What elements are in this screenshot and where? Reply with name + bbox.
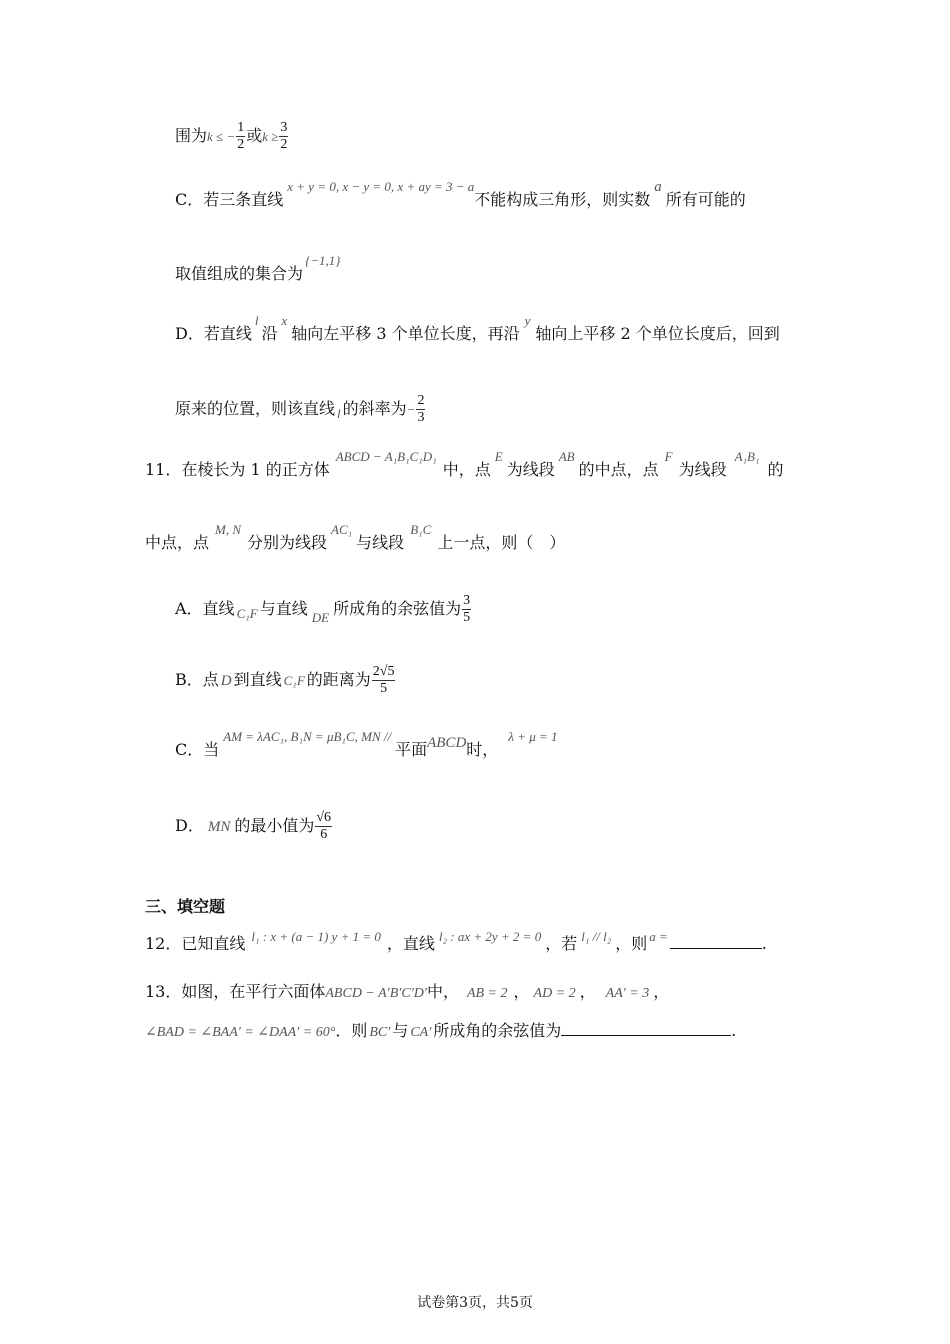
math-inline: k ≥	[262, 129, 279, 144]
question-12: 12．已知直线 $^{l_1 : x + (a - 1) y + 1 = 0}$ ，直线 $^{l_2 : ax + 2y + 2 = 0}$ ，若 $^{l_1 // l_2}$ ，则 $^{a =}$ .	[145, 929, 767, 953]
math-inline: l	[337, 406, 341, 421]
math-inline: l₁ // l₂	[581, 929, 612, 944]
fraction: $\frac{3}{2}$	[280, 120, 288, 152]
math-inline: ∠BAD = ∠BAA′ = ∠DAA′ = 60°	[145, 1025, 336, 1040]
math-inline: MN	[207, 819, 231, 835]
option-d: D．若直线$^l$沿$^x$轴向左平移 3 个单位长度，再沿$^y$轴向上平移 2 个单位长度后，回到	[175, 313, 780, 343]
q11-option-d: D． MN 的最小值为 $\frac{√6}{6}$	[175, 810, 332, 842]
option-b-continuation	[175, 120, 289, 153]
math-inline: DE	[311, 610, 330, 625]
math-inline: l	[254, 313, 259, 328]
math-inline: B₁C	[410, 522, 432, 537]
text: 围为	[175, 126, 208, 145]
math-inline: a =	[649, 929, 668, 944]
option-c: C．若三条直线$^{x + y = 0, x - y = 0, x + ay = 3 - a}$不能构成三角形，则实数a所有可能的	[175, 179, 746, 209]
math-inline: AM = λAC₁, B₁N = μB₁C, MN //	[223, 729, 392, 744]
math-inline: λ + μ = 1	[508, 729, 558, 744]
math-inline: AB = 2	[466, 986, 508, 1001]
question-13: 13．如图，在平行六面体ABCD − A′B′C′D′中， AB = 2 ， AD = 2 ， AA′ = 3 ，	[145, 982, 670, 1001]
answer-blank[interactable]	[670, 933, 762, 949]
math-inline: l₁ : x + (a − 1) y + 1 = 0	[251, 929, 381, 944]
math-inline: {−1,1}	[305, 253, 341, 268]
q11-option-a: A．直线 $_{C_1F}$ 与直线 $_{DE}$ 所成角的余弦值为 $\frac{3}{5}$	[175, 593, 471, 625]
fraction: $\frac{3}{5}$	[463, 593, 471, 625]
option-d-continuation: 原来的位置，则该直线 $_l$ 的斜率为− $\frac{2}{3}$	[175, 393, 425, 425]
math-inline: ABCD − A₁B₁C₁D₁	[335, 449, 437, 464]
math-inline: x + y = 0, x − y = 0, x + ay = 3 − a	[287, 179, 475, 194]
math-inline: k ≤ −	[207, 129, 236, 144]
answer-blank[interactable]	[561, 1020, 731, 1036]
question-11-continuation: 中点，点$^{M, N}$分别为线段$^{AC_1}$与线段$^{B_1C}$上一点，则（ ）	[145, 522, 566, 552]
q11-option-c: C．当$^{AM = \lambda AC_1, B_1N = \mu B_1C, MN //}$平面ABCD时，$^{\lambda + \mu = 1}$	[175, 729, 558, 759]
math-inline: x	[281, 313, 288, 328]
math-inline: a	[654, 179, 662, 195]
math-inline: D	[220, 673, 232, 689]
math-inline: BC′	[369, 1025, 391, 1040]
text: 或	[246, 126, 263, 145]
math-inline: AB	[558, 449, 575, 464]
math-inline: C₁F	[283, 673, 305, 688]
math-inline: ABCD	[427, 735, 467, 751]
math-inline: y	[524, 313, 531, 328]
section-heading: 三、填空题	[145, 897, 226, 916]
math-inline: F	[664, 449, 673, 464]
math-inline: ABCD − A′B′C′D′	[325, 986, 427, 1001]
fraction: $\frac{2}{3}$	[417, 393, 425, 425]
page-footer: 试卷第3页，共5页	[417, 1295, 533, 1311]
fraction: $\frac{√6}{6}$	[316, 810, 332, 842]
math-inline: E	[494, 449, 503, 464]
q11-option-b: B．点 D 到直线 C₁F 的距离为 $\frac{2√5}{5}$	[175, 664, 395, 696]
math-inline: C₁F	[236, 606, 258, 621]
option-c-continuation: 取值组成的集合为$^{\{-1,1\}}$	[175, 253, 341, 283]
question-11: 11．在棱长为 1 的正方体$^{ABCD - A_1B_1C_1D_1}$中，点$^E$为线段$^{AB}$的中点，点$^F$为线段$^{A_1B_1}$的	[145, 449, 784, 479]
math-inline: AC₁	[331, 522, 353, 537]
math-inline: AD = 2	[533, 986, 576, 1001]
math-inline: AA′ = 3	[605, 986, 650, 1001]
math-inline: A₁B₁	[734, 449, 760, 464]
math-inline: l₂ : ax + 2y + 2 = 0	[438, 929, 542, 944]
math-inline: M, N	[215, 522, 242, 537]
fraction: $\frac{1}{2}$	[237, 120, 245, 152]
question-13-continuation: ∠BAD = ∠BAA′ = ∠DAA′ = 60°．则 BC′ 与 CA′ 所成角的余弦值为 .	[145, 1021, 737, 1040]
fraction: $\frac{2√5}{5}$	[372, 664, 395, 696]
math-inline: CA′	[410, 1025, 432, 1040]
